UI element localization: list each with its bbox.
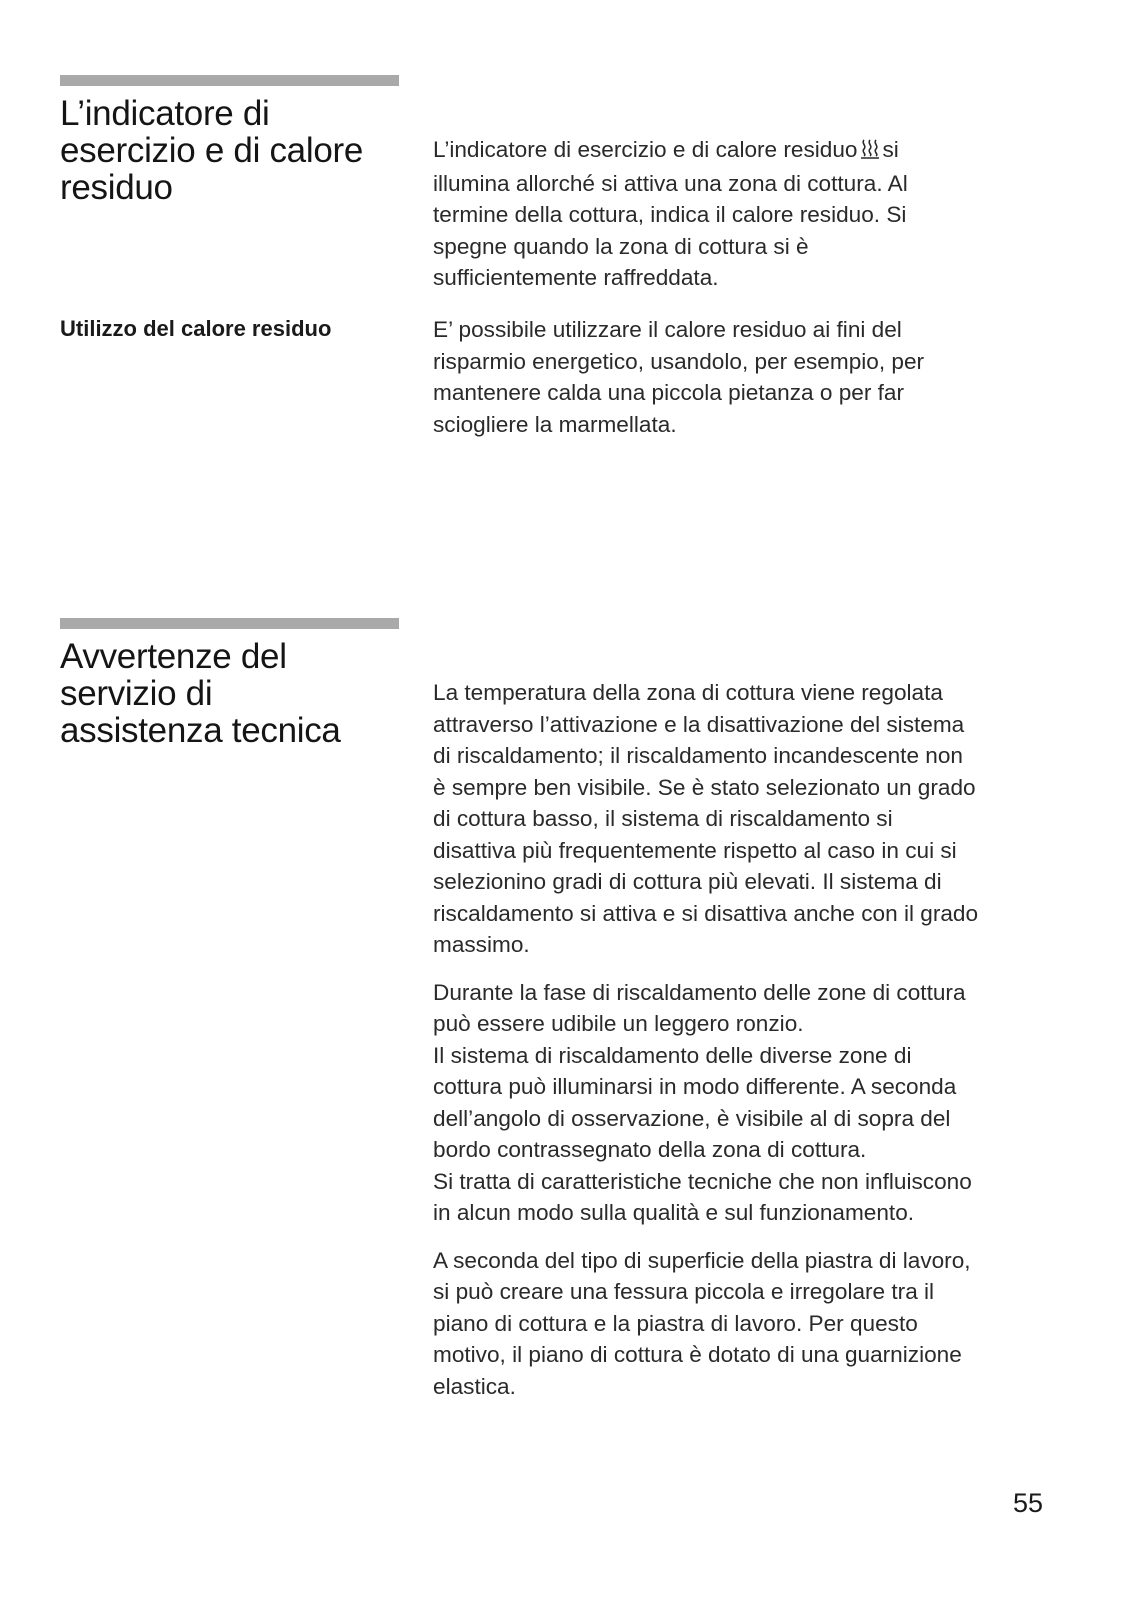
subheading-residual-heat-use: Utilizzo del calore residuo [60, 316, 332, 341]
residual-heat-text-prefix: L’indicatore di esercizio e di calore residuo [433, 137, 858, 162]
residual-heat-paragraph [433, 134, 1058, 294]
service-paragraph-2: Durante la fase di riscaldamento delle zone di cottura può essere udibile un leggero ronzio. Il sistema di riscaldamento delle diverse zone di cottura può illuminarsi in modo differente. A seconda dell’angolo di osservazione, è visibile al di sopra del bordo contrassegnato della zona di cottura. Si tratta di caratteristiche tecniche che non influiscono in alcun modo sulla qualità e sul funzionamento. [433, 979, 972, 1225]
residual-heat-text-suffix: si illumina allorché si attiva una zona di cottura. Al termine della cottura, indica il calore residuo. Si spegne quando la zona di cottura si è sufficientemente raffreddata. [433, 137, 908, 290]
service-paragraph-1: La temperatura della zona di cottura viene regolata attraverso l’attivazione e la disattivazione del sistema di riscaldamento; il riscaldamento incandescente non è sempre ben visibile. Se è stato selezionato un grado di cottura basso, il sistema di riscaldamento si disattiva più frequentemente rispetto al caso in cui si selezionino gradi di cottura più elevati. Il sistema di riscaldamento si attiva e si disattiva anche con il grado massimo. [433, 680, 979, 957]
residual-heat-use-description [433, 314, 1058, 456]
service-notes-description [433, 677, 1058, 1418]
service-paragraph-3: A seconda del tipo di superficie della piastra di lavoro, si può creare una fessura piccola e irregolare tra il piano di cottura e la piastra di lavoro. Per questo motivo, il piano di cottura è dotato di una guarnizione elastica. [433, 1247, 971, 1399]
residual-heat-description [433, 134, 1058, 310]
section-divider-1 [60, 75, 399, 86]
section-title-residual-heat: L’indicatore di esercizio e di calore residuo [60, 94, 364, 207]
page-number: 55 [1012, 1488, 1043, 1518]
section-title-service-notes: Avvertenze del servizio di assistenza tecnica [60, 637, 341, 750]
section-divider-2 [60, 618, 399, 629]
residual-heat-use-paragraph: E’ possibile utilizzare il calore residuo ai fini del risparmio energetico, usandolo, per esempio, per mantenere calda una piccola pietanza o per far sciogliere la marmellata. [433, 317, 925, 437]
residual-heat-icon [861, 136, 879, 168]
